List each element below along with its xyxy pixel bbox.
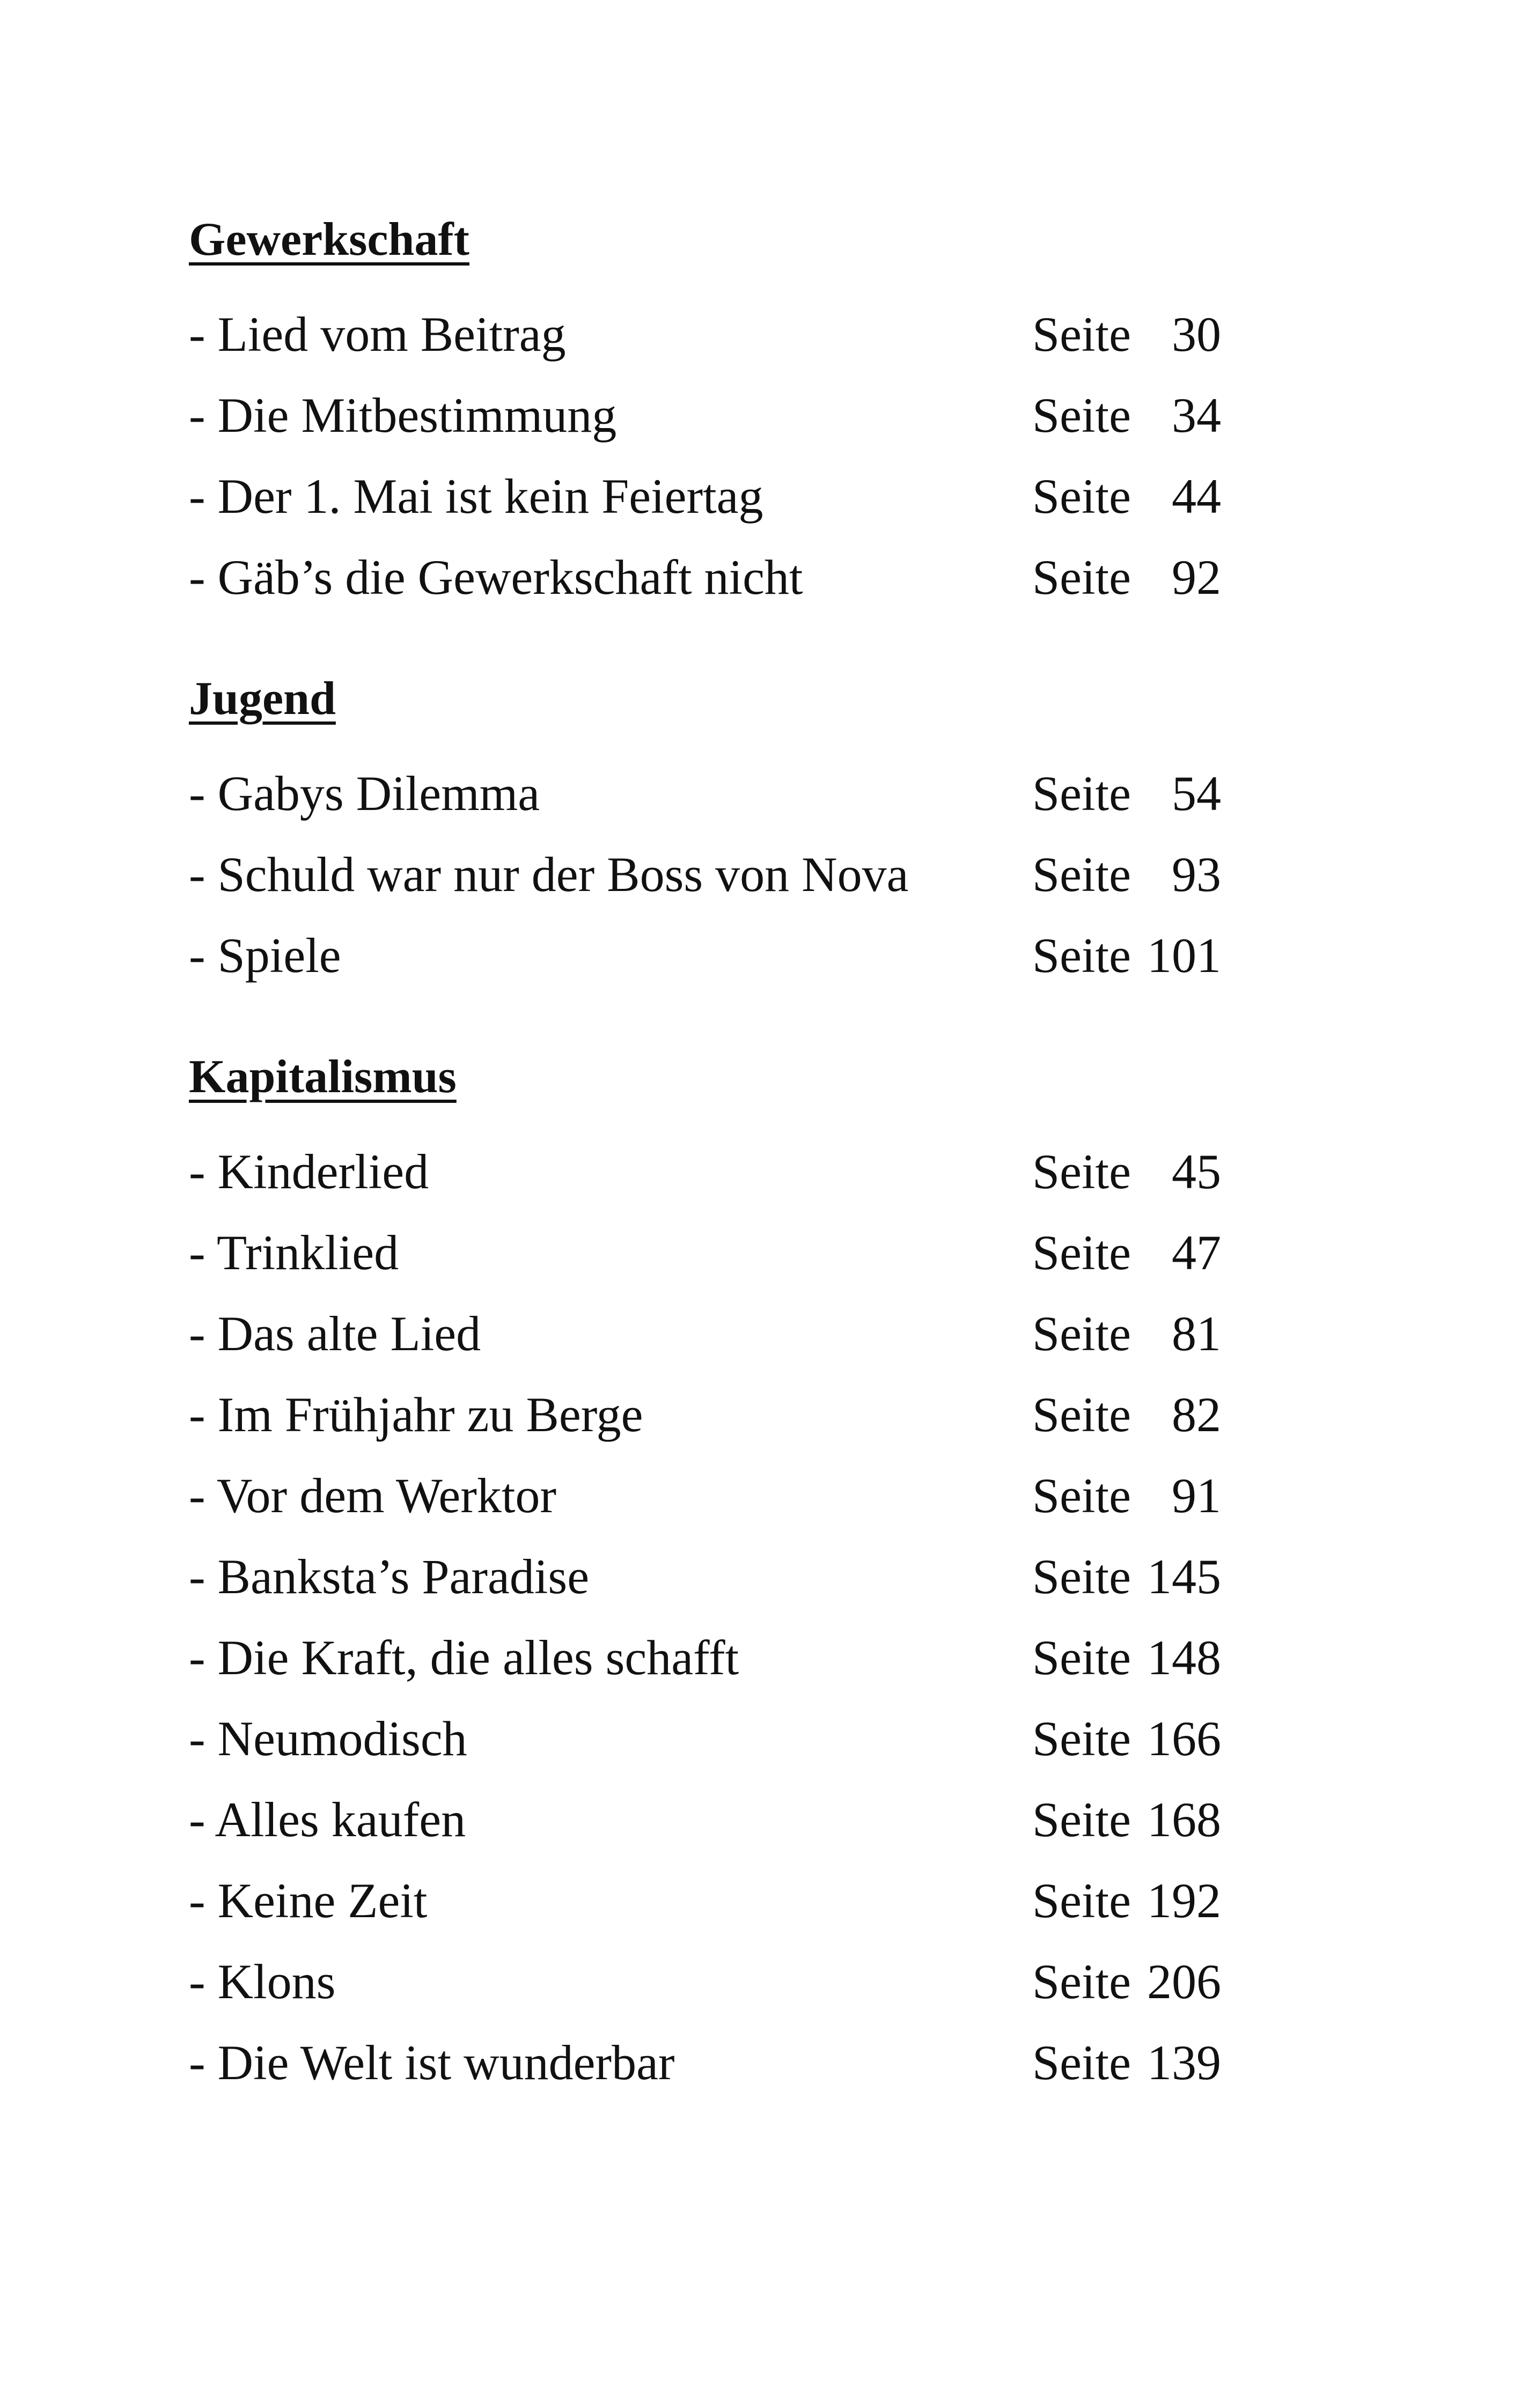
entry-page-number: 139 — [1147, 2035, 1221, 2090]
entry-page-ref — [1032, 2033, 1221, 2092]
entry-seite-label: Seite — [1032, 1387, 1131, 1442]
toc-entry — [189, 1709, 1262, 1790]
entry-page-number: 81 — [1172, 1306, 1221, 1361]
toc-entry — [189, 548, 1262, 629]
entry-page-number: 93 — [1172, 847, 1221, 902]
entry-seite-label: Seite — [1032, 1954, 1131, 2009]
toc-sections — [189, 210, 1262, 2114]
entry-seite-label: Seite — [1032, 766, 1131, 821]
entry-page-ref — [1032, 1547, 1221, 1606]
entry-page-number: 30 — [1172, 307, 1221, 362]
entry-list — [189, 764, 1262, 1007]
entry-page-ref — [1032, 1385, 1221, 1444]
entry-title: - Der 1. Mai ist kein Feiertag — [189, 469, 763, 524]
entry-title: - Neumodisch — [189, 1711, 467, 1766]
entry-seite-label: Seite — [1032, 1711, 1131, 1766]
toc-entry — [189, 386, 1262, 467]
entry-title: - Vor dem Werktor — [189, 1468, 557, 1523]
entry-page-ref — [1032, 386, 1221, 445]
entry-seite-label: Seite — [1032, 1468, 1131, 1523]
toc-entry — [189, 1628, 1262, 1709]
entry-page-ref — [1032, 1223, 1221, 1282]
entry-page-number: 148 — [1147, 1630, 1221, 1685]
entry-title: - Die Mitbestimmung — [189, 388, 617, 443]
entry-page-ref — [1032, 1304, 1221, 1363]
entry-page-number: 45 — [1172, 1144, 1221, 1199]
toc-section-kapitalismus — [189, 1048, 1262, 2114]
entry-title: - Gäb’s die Gewerkschaft nicht — [189, 550, 803, 605]
entry-list — [189, 1142, 1262, 2114]
entry-seite-label: Seite — [1032, 1225, 1131, 1280]
entry-seite-label: Seite — [1032, 1144, 1131, 1199]
entry-page-ref — [1032, 1709, 1221, 1768]
entry-title: - Banksta’s Paradise — [189, 1549, 590, 1604]
entry-seite-label: Seite — [1032, 1549, 1131, 1604]
entry-page-number: 192 — [1147, 1873, 1221, 1928]
toc-entry — [189, 764, 1262, 845]
entry-seite-label: Seite — [1032, 1873, 1131, 1928]
entry-page-number: 34 — [1172, 388, 1221, 443]
entry-page-ref — [1032, 548, 1221, 607]
entry-page-ref — [1032, 1871, 1221, 1930]
entry-page-ref — [1032, 1952, 1221, 2011]
entry-title: - Kinderlied — [189, 1144, 429, 1199]
entry-page-ref — [1032, 1466, 1221, 1525]
toc-entry — [189, 1871, 1262, 1952]
entry-title: - Lied vom Beitrag — [189, 307, 566, 362]
toc-entry — [189, 1385, 1262, 1466]
entry-title: - Schuld war nur der Boss von Nova — [189, 847, 909, 902]
entry-page-number: 82 — [1172, 1387, 1221, 1442]
toc-entry — [189, 1790, 1262, 1871]
toc-entry — [189, 1466, 1262, 1547]
entry-seite-label: Seite — [1032, 847, 1131, 902]
entry-page-number: 145 — [1147, 1549, 1221, 1604]
section-heading: Jugend — [189, 673, 336, 725]
toc-entry — [189, 1952, 1262, 2033]
entry-page-ref — [1032, 926, 1221, 985]
entry-seite-label: Seite — [1032, 1306, 1131, 1361]
entry-title: - Klons — [189, 1954, 336, 2009]
toc-section-jugend — [189, 669, 1262, 1007]
toc-entry — [189, 1547, 1262, 1628]
toc-entry — [189, 926, 1262, 1007]
entry-page-ref — [1032, 764, 1221, 823]
toc-entry — [189, 467, 1262, 548]
toc-entry — [189, 845, 1262, 926]
entry-seite-label: Seite — [1032, 1792, 1131, 1847]
entry-seite-label: Seite — [1032, 307, 1131, 362]
entry-page-ref — [1032, 305, 1221, 364]
section-heading: Kapitalismus — [189, 1051, 457, 1103]
toc-entry — [189, 1223, 1262, 1304]
toc-entry — [189, 305, 1262, 386]
entry-seite-label: Seite — [1032, 1630, 1131, 1685]
entry-page-ref — [1032, 1790, 1221, 1849]
entry-page-number: 92 — [1172, 550, 1221, 605]
entry-list — [189, 305, 1262, 629]
entry-seite-label: Seite — [1032, 2035, 1131, 2090]
entry-page-ref — [1032, 845, 1221, 904]
entry-page-number: 44 — [1172, 469, 1221, 524]
entry-seite-label: Seite — [1032, 928, 1131, 983]
entry-page-number: 166 — [1147, 1711, 1221, 1766]
entry-page-number: 101 — [1147, 928, 1221, 983]
toc-entry — [189, 1142, 1262, 1223]
entry-page-number: 54 — [1172, 766, 1221, 821]
entry-title: - Trinklied — [189, 1225, 399, 1280]
entry-page-number: 91 — [1172, 1468, 1221, 1523]
entry-page-ref — [1032, 1628, 1221, 1687]
entry-page-ref — [1032, 1142, 1221, 1201]
entry-page-ref — [1032, 467, 1221, 526]
entry-seite-label: Seite — [1032, 469, 1131, 524]
entry-page-number: 168 — [1147, 1792, 1221, 1847]
toc-entry — [189, 2033, 1262, 2114]
entry-seite-label: Seite — [1032, 550, 1131, 605]
entry-page-number: 47 — [1172, 1225, 1221, 1280]
entry-title: - Die Kraft, die alles schafft — [189, 1630, 739, 1685]
section-heading: Gewerkschaft — [189, 213, 469, 266]
entry-seite-label: Seite — [1032, 388, 1131, 443]
entry-title: - Die Welt ist wunderbar — [189, 2035, 675, 2090]
entry-title: - Keine Zeit — [189, 1873, 428, 1928]
entry-title: - Alles kaufen — [189, 1792, 466, 1847]
toc-entry — [189, 1304, 1262, 1385]
entry-title: - Im Frühjahr zu Berge — [189, 1387, 643, 1442]
entry-title: - Gabys Dilemma — [189, 766, 540, 821]
entry-page-number: 206 — [1147, 1954, 1221, 2009]
entry-title: - Das alte Lied — [189, 1306, 481, 1361]
toc-section-gewerkschaft — [189, 210, 1262, 629]
entry-title: - Spiele — [189, 928, 341, 983]
